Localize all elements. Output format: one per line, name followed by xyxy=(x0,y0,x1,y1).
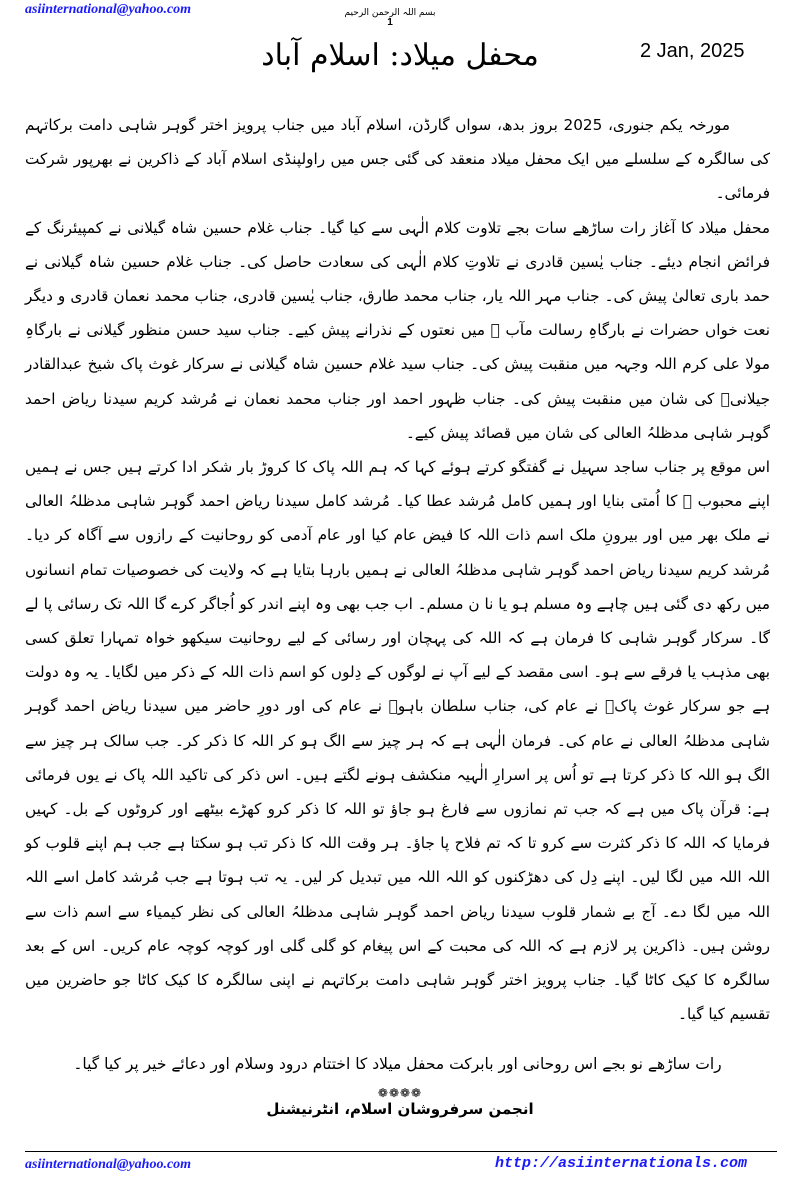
page-title: محفل میلاد: اسلام آباد xyxy=(261,38,539,73)
footer-email-link[interactable]: asiinternational@yahoo.com xyxy=(25,1157,192,1172)
bismillah-heading: بسم اللہ الرحمن الرحیم xyxy=(344,8,436,18)
footer-website-link[interactable]: http://asiinternationals.com xyxy=(495,1155,748,1172)
article-paragraph-2: محفل میلاد کا آغاز رات ساڑھے سات بجے تلاوت کلام الٰہی سے کیا گیا۔ جناب غلام حسین شاہ گیلانی نے کمپیئرنگ کے فرائض انجام دیئے۔ جناب یٰسین قادری نے تلاوتِ کلام الٰہی کی سعادت حاصل کی۔ جناب غلام حسین شاہ گیلانی نے حمد باری تعالیٰ پیش کی۔ جناب مہر اللہ یار، جناب محمد طارق، جناب یٰسین قادری، جناب محمد نعمان قادری و دیگر نعت خواں حضرات نے بارگاہِ رسالت مآب ﷺ میں نعتوں کے نذرانے پیش کیے۔ جناب سید حسن منظور گیلانی نے بارگاہِ مولا علی کرم اللہ وجہہ میں منقبت پیش کی۔ جناب سید غلام حسین شاہ گیلانی نے سرکار غوث پاک شیخ عبدالقادر جیلانیؒ کی شان میں منقبت پیش کی۔ جناب ظہور احمد اور جناب محمد نعمان نے مُرشد کریم سیدنا ریاض احمد گوہر شاہی مدظلہُ العالی کی شان میں قصائد پیش کیے۔ xyxy=(25,218,770,442)
ornament-separator-icon: ❁❁❁❁ xyxy=(377,1086,423,1100)
organization-name: انجمن سرفروشان اسلام، انٹرنیشنل xyxy=(266,1100,534,1118)
header-email-link[interactable]: asiinternational@yahoo.com xyxy=(25,2,192,17)
closing-paragraph: رات ساڑھے نو بجے اس روحانی اور بابرکت محفل میلاد کا اختتام درود وسلام اور دعائے خیر پر کیا گیا۔ xyxy=(73,1055,722,1073)
publish-date: 2 Jan, 2025 xyxy=(640,40,745,62)
article-paragraph-3: اس موقع پر جناب ساجد سہیل نے گفتگو کرتے ہوئے کہا کہ ہم اللہ پاک کا کروڑ بار شکر ادا کرتے ہیں جس نے ہمیں اپنے محبوب ﷺ کا اُمتی بنایا اور ہمیں کامل مُرشد عطا کیا۔ مُرشد کامل سیدنا ریاض احمد گوہر شاہی مدظلہُ العالی نے ملک بھر میں اور بیرونِ ملک اسم ذات اللہ کا فیض عام کیا اور عام آدمی کو روحانیت کے رازوں سے آگاہ کر دیا۔ مُرشد کریم سیدنا ریاض احمد گوہر شاہی مدظلہُ العالی نے ہمیں بارہا بتایا ہے کہ ولایت کی خصوصیات تمام انسانوں میں رکھ دی گئی ہیں چاہے وہ مسلم ہو یا نا ن مسلم۔ اب جب بھی وہ اپنے اندر کو اُجاگر کرے گا اللہ تک رسائی پا لے گا۔ سرکار گوہر شاہی کا فرمان ہے کہ اللہ کی پہچان اور رسائی کے لیے روحانیت سیکھو خواہ تمہارا تعلق کسی بھی مذہب یا فرقے سے ہو۔ اسی مقصد کے لیے آپ نے لوگوں کے دِلوں کو اسم ذات اللہ کے ذکر میں لگایا۔ یہ وہ دولت ہے جو سرکار غوث پاکؒ نے عام کی، جناب سلطان باہوؒ نے عام کی اور دورِ حاضر میں سیدنا ریاض احمد گوہر شاہی مدظلہُ العالی نے عام کی۔ فرمان الٰہی ہے کہ ہر چیز سے الگ ہو کر اللہ کا ذکر کر۔ جب سالک ہر چیز سے الگ ہو اللہ کا ذکر کرتا ہے تو اُس پر اسرارِ الٰہیہ منکشف ہونے لگتے ہیں۔ اس ذکر کی تاکید اللہ پاک نے یوں فرمائی ہے: قرآن پاک میں ہے کہ جب تم نمازوں سے فارغ ہو جاؤ تو اللہ کا ذکر کرو کھڑے بیٹھے اور کروٹوں کے بل۔ کہیں فرمایا کہ اللہ کا ذکر کثرت سے کرو تا کہ تم فلاح پا جاؤ۔ ہر وقت اللہ کا ذکر تب ہو سکتا ہے جب ہم اپنے قلوب کو اللہ اللہ میں لگا لیں۔ اپنے دِل کی دھڑکنوں کو اللہ اللہ میں تبدیل کر لیں۔ یہ تب ہوتا ہے جب مُرشد کامل اسے اللہ اللہ میں لگا دے۔ آج بے شمار قلوب سیدنا ریاض احمد گوہر شاہی مدظلہُ العالی کی نظر کیمیاء سے اسم ذات سے روشن ہیں۔ ذاکرین پر لازم ہے کہ اللہ کی محبت کے اس پیغام کو گلی گلی اور کوچہ کوچہ عام کریں۔ اس کے بعد سالگرہ کا کیک کاٹا گیا۔ جناب پرویز اختر گوہر شاہی دامت برکاتہم نے اپنی سالگرہ کا کیک کاٹا جو حاضرین میں تقسیم کیا گیا۔ xyxy=(25,458,770,1024)
article-paragraph-1: مورخہ یکم جنوری، 2025 بروز بدھ، سواں گارڈن، اسلام آباد میں جناب پرویز اختر گوہر شاہی دامت برکاتہم کی سالگرہ کے سلسلے میں ایک محفل میلاد منعقد کی گئی جس میں راولپنڈی اسلام آباد کے ذاکرین نے بھرپور شرکت فرمائی۔ xyxy=(25,116,770,203)
footer-divider xyxy=(25,1151,777,1152)
article-body xyxy=(25,108,770,1031)
page-number: 1 xyxy=(387,17,393,28)
